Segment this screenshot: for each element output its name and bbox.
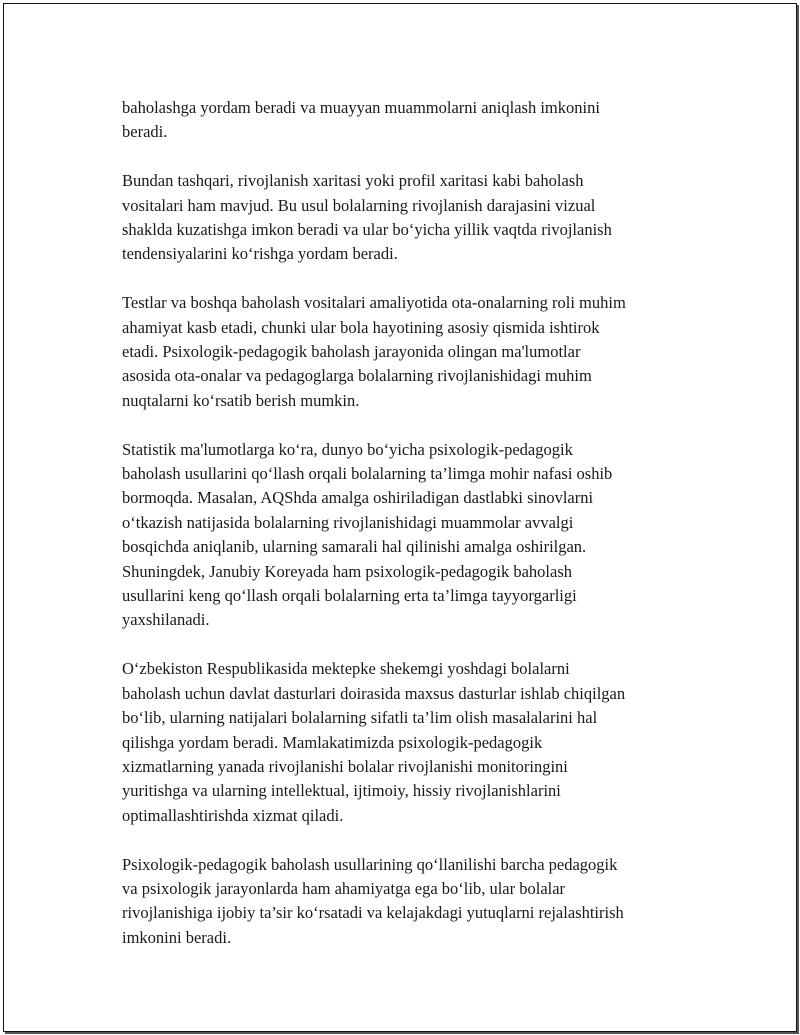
text-line: o‘tkazish natijasida bolalarning rivojlanishidagi muammolar avvalgi	[122, 512, 574, 532]
text-line: beradi.	[122, 122, 168, 142]
text-line: rivojlanishiga ijobiy ta’sir ko‘rsatadi va kelajakdagi yutuqlarni rejalashtirish	[122, 903, 624, 923]
text-line: O‘zbekiston Respublikasida mektepke shekemgi yoshdagi bolalarni	[122, 659, 570, 679]
text-line: Shuningdek, Janubiy Koreyada ham psixologik-pedagogik baholash	[122, 561, 573, 581]
text-line: baholash uchun davlat dasturlari doirasida maxsus dasturlar ishlab chiqilgan	[122, 683, 626, 703]
text-line: vositalari ham mavjud. Bu usul bolalarning rivojlanish darajasini vizual	[122, 195, 596, 215]
paragraph	[122, 169, 702, 267]
text-line: Statistik ma'lumotlarga ko‘ra, dunyo bo‘yicha psixologik-pedagogik	[122, 439, 573, 459]
text-line: baholash usullarini qo‘llash orqali bolalarning ta’limga mohir nafasi oshib	[122, 464, 613, 484]
text-line: baholashga yordam beradi va muayyan muammolarni aniqlash imkonini	[122, 98, 600, 117]
text-line: bormoqda. Masalan, AQShda amalga oshiriladigan dastlabki sinovlarni	[122, 488, 594, 508]
text-line: xizmatlarning yanada rivojlanishi bolalar rivojlanishi monitoringini	[122, 756, 568, 776]
text-line: bo‘lib, ularning natijalari bolalarning sifatli ta’lim olish masalalarini hal	[122, 708, 598, 728]
paragraph	[122, 291, 702, 413]
text-line: bosqichda aniqlanib, ularning samarali hal qilinishi amalga oshirilgan.	[122, 537, 587, 557]
document-page	[3, 3, 797, 1032]
text-line: tendensiyalarini ko‘rishga yordam beradi.	[122, 244, 398, 264]
text-line: Psixologik-pedagogik baholash usullarining qo‘llanilishi barcha pedagogik	[122, 854, 618, 874]
text-line: imkonini beradi.	[122, 927, 232, 947]
text-line: qilishga yordam beradi. Mamlakatimizda psixologik-pedagogik	[122, 732, 543, 752]
text-line: etadi. Psixologik-pedagogik baholash jarayonida olingan ma'lumotlar	[122, 342, 581, 362]
document-body	[122, 96, 702, 975]
paragraph	[122, 853, 702, 951]
paragraph	[122, 438, 702, 633]
text-line: shaklda kuzatishga imkon beradi va ular bo‘yicha yillik vaqtda rivojlanish	[122, 220, 612, 240]
text-line: yaxshilanadi.	[122, 610, 210, 630]
paragraph	[122, 96, 702, 145]
text-line: yuritishga va ularning intellektual, ijtimoiy, hissiy rivojlanishlarini	[122, 781, 561, 801]
text-line: nuqtalarni ko‘rsatib berish mumkin.	[122, 390, 360, 410]
text-line: Testlar va boshqa baholash vositalari amaliyotida ota-onalarning roli muhim	[122, 293, 626, 313]
paragraph	[122, 657, 702, 828]
text-line: asosida ota-onalar va pedagoglarga bolalarning rivojlanishidagi muhim	[122, 366, 592, 386]
text-line: optimallashtirishda xizmat qiladi.	[122, 805, 344, 825]
text-line: ahamiyat kasb etadi, chunki ular bola hayotining asosiy qismida ishtirok	[122, 317, 600, 337]
text-line: usullarini keng qo‘llash orqali bolalarning erta ta’limga tayyorgarligi	[122, 586, 577, 606]
text-line: va psixologik jarayonlarda ham ahamiyatga ega bo‘lib, ular bolalar	[122, 878, 566, 898]
text-line: Bundan tashqari, rivojlanish xaritasi yoki profil xaritasi kabi baholash	[122, 171, 584, 191]
